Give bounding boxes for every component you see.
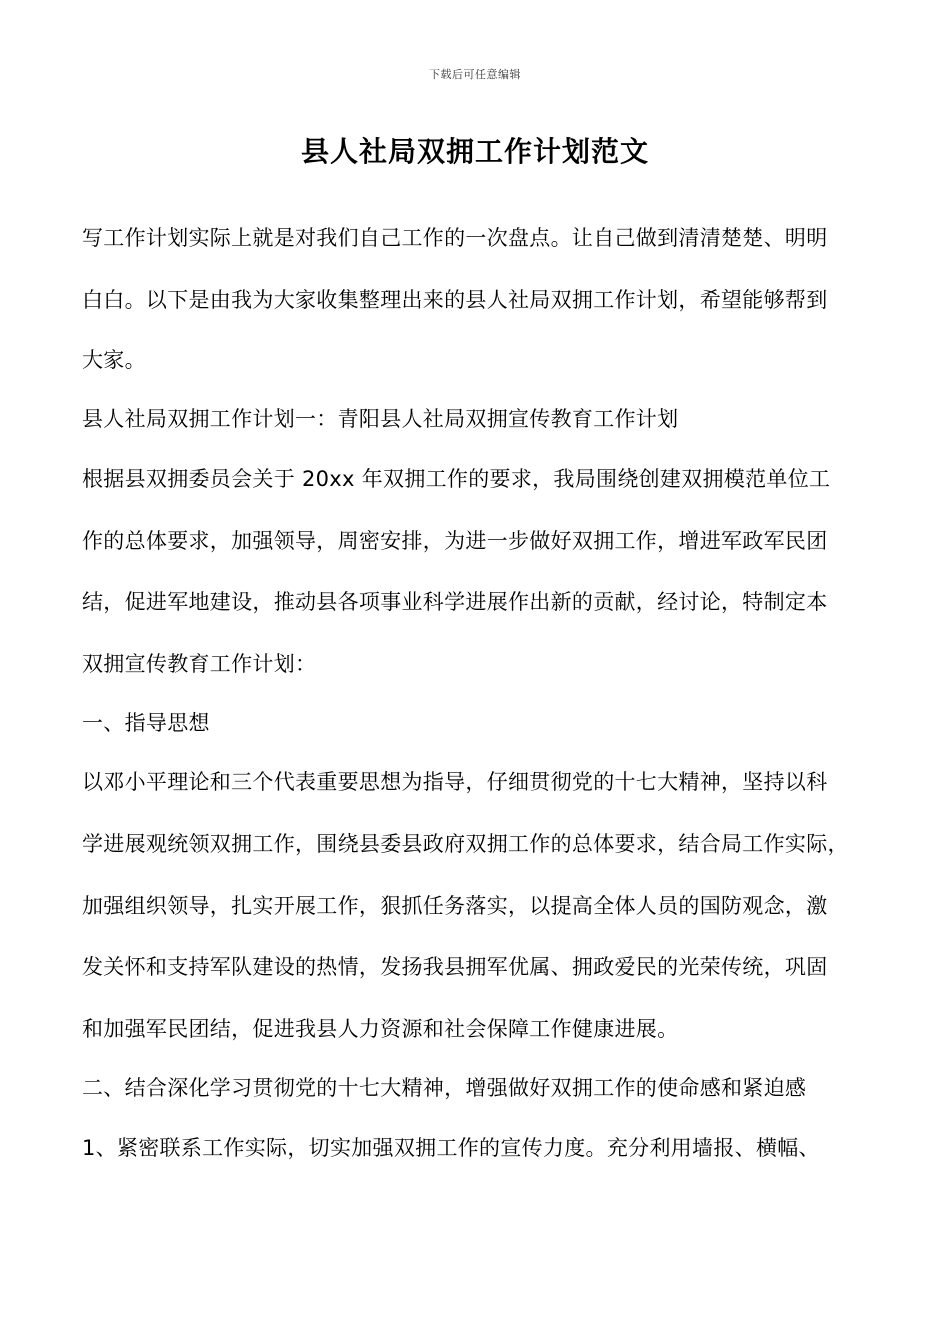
document-title: 县人社局双拥工作计划范文	[300, 135, 649, 168]
section-heading: 一、指导思想	[82, 711, 210, 735]
paragraph-line: 白白。以下是由我为大家收集整理出来的县人社局双拥工作计划，希望能够帮到	[82, 288, 828, 312]
paragraph-line: 1、紧密联系工作实际，切实加强双拥工作的宣传力度。充分利用墙报、横幅、	[82, 1136, 820, 1160]
paragraph-line: 和加强军民团结，促进我县人力资源和社会保障工作健康进展。	[82, 1017, 679, 1041]
paragraph-line: 双拥宣传教育工作计划：	[82, 652, 317, 676]
paragraph-line: 写工作计划实际上就是对我们自己工作的一次盘点。让自己做到清清楚楚、明明	[82, 226, 828, 250]
paragraph-line: 作的总体要求，加强领导，周密安排，为进一步做好双拥工作，增进军政军民团	[82, 529, 828, 553]
paragraph-line: 发关怀和支持军队建设的热情，发扬我县拥军优属、拥政爱民的光荣传统，巩固	[82, 955, 828, 979]
paragraph-line: 以邓小平理论和三个代表重要思想为指导，仔细贯彻党的十七大精神，坚持以科	[82, 770, 828, 794]
paragraph-line: 根据县双拥委员会关于 20xx 年双拥工作的要求，我局围绕创建双拥模范单位工	[82, 467, 831, 491]
section-heading: 二、结合深化学习贯彻党的十七大精神，增强做好双拥工作的使命感和紧迫感	[82, 1076, 807, 1100]
paragraph-line: 结，促进军地建设，推动县各项事业科学进展作出新的贡献，经讨论，特制定本	[82, 590, 828, 614]
section-heading: 县人社局双拥工作计划一：青阳县人社局双拥宣传教育工作计划	[82, 407, 679, 431]
paragraph-line: 大家。	[82, 348, 146, 372]
header-note: 下载后可任意编辑	[429, 68, 521, 81]
paragraph-line: 加强组织领导，扎实开展工作，狠抓任务落实，以提高全体人员的国防观念，激	[82, 894, 828, 918]
paragraph-line: 学进展观统领双拥工作，围绕县委县政府双拥工作的总体要求，结合局工作实际，	[82, 832, 849, 856]
